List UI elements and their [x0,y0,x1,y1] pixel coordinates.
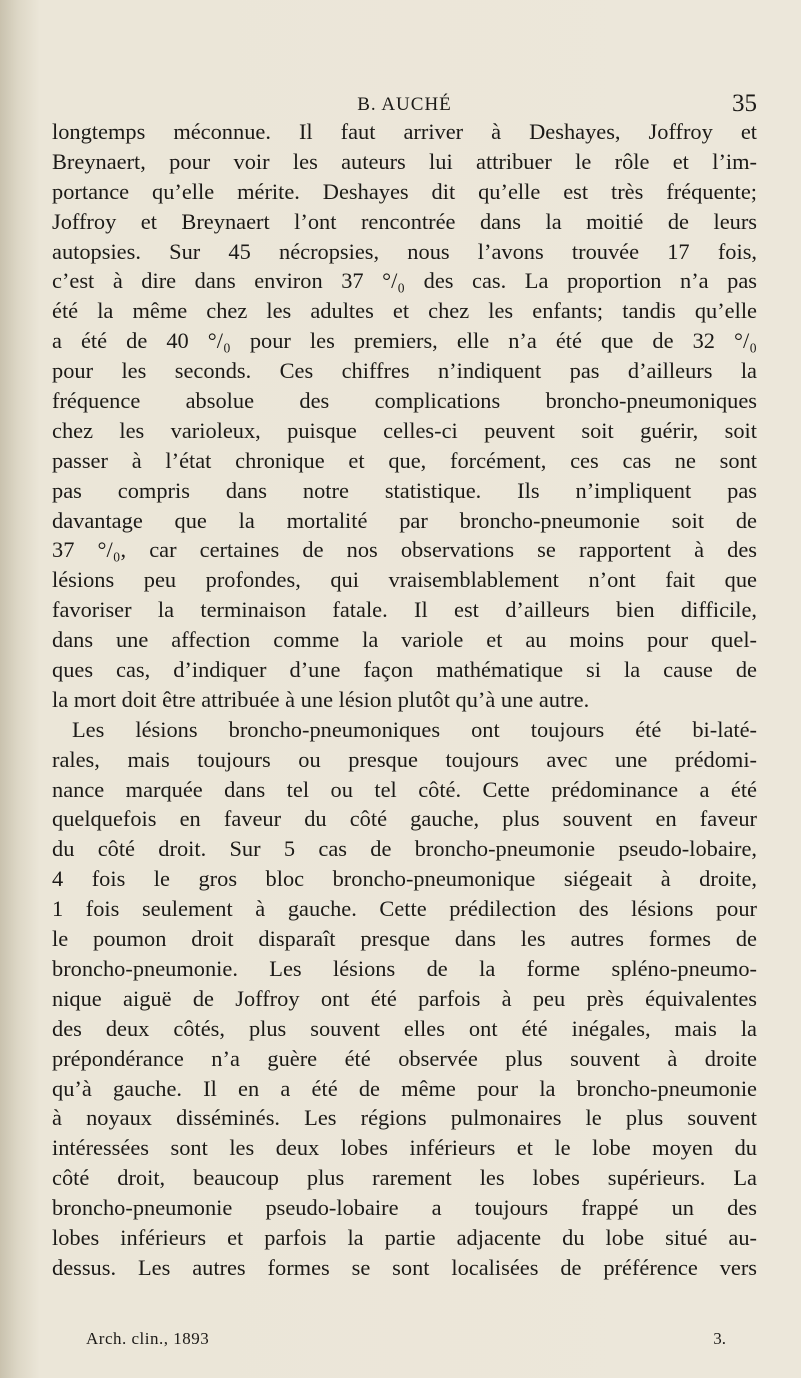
text-line: davantage que la mortalité par broncho-pneumonie soit de [52,507,757,533]
page-footer [86,1329,726,1353]
gathering-signature: 3. [713,1329,726,1348]
text-line: lésions peu profondes, qui vraisemblablement n’ont fait que [52,567,757,593]
text-line: côté droit, beaucoup plus rarement les lobes supérieurs. La [52,1165,757,1191]
running-title: B. AUCHÉ [357,94,452,115]
text-line: lobes inférieurs et parfois la partie adjacente du lobe situé au- [52,1224,757,1250]
journal-signature: Arch. clin., 1893 [86,1329,210,1348]
text-line: rales, mais toujours ou presque toujours avec une prédomi- [52,746,757,772]
text-line: broncho-pneumonie. Les lésions de la forme spléno-pneumo- [52,955,757,981]
text-line: quelquefois en faveur du côté gauche, plus souvent en faveur [52,806,757,832]
text-line: autopsies. Sur 45 nécropsies, nous l’avons trouvée 17 fois, [52,238,757,264]
text-line: prépondérance n’a guère été observée plus souvent à droite [52,1045,757,1071]
text-line: ques cas, d’indiquer d’une façon mathématique si la cause de [52,657,757,683]
text-line: 4 fois le gros bloc broncho-pneumonique siégeait à droite, [52,866,757,892]
text-line: intéressées sont les deux lobes inférieurs et le lobe moyen du [52,1135,757,1161]
text-line: du côté droit. Sur 5 cas de broncho-pneumonie pseudo-lobaire, [52,836,757,862]
text-line: dans une affection comme la variole et au moins pour quel- [52,627,757,653]
text-line: été la même chez les adultes et chez les enfants; tandis qu’elle [52,298,757,324]
text-line: Joffroy et Breynaert l’ont rencontrée dans la moitié de leurs [52,208,757,234]
text-line: dessus. Les autres formes se sont localisées de préférence vers [52,1254,757,1280]
text-line: chez les varioleux, puisque celles-ci peuvent soit guérir, soit [52,417,757,443]
text-line: nance marquée dans tel ou tel côté. Cette prédominance a été [52,776,757,802]
text-line: broncho-pneumonie pseudo-lobaire a toujours frappé un des [52,1195,757,1221]
text-line: longtemps méconnue. Il faut arriver à Deshayes, Joffroy et [52,119,757,144]
text-line: c’est à dire dans environ 37 °/₀ des cas. La proportion n’a pas [52,268,757,294]
text-line: des deux côtés, plus souvent elles ont été inégales, mais la [52,1015,757,1041]
text-line: le poumon droit disparaît presque dans les autres formes de [52,926,757,952]
text-line: la mort doit être attribuée à une lésion plutôt qu’à une autre. [52,686,590,712]
text-line: favoriser la terminaison fatale. Il est d’ailleurs bien difficile, [52,597,757,623]
text-line: a été de 40 °/₀ pour les premiers, elle n’a été que de 32 °/₀ [52,328,757,354]
page-number: 35 [732,90,757,117]
text-line: à noyaux disséminés. Les régions pulmonaires le plus souvent [52,1105,757,1131]
text-line: qu’à gauche. Il en a été de même pour la broncho-pneumonie [52,1075,757,1101]
text-line: 37 °/₀, car certaines de nos observations se rapportent à des [52,537,757,563]
body-text [52,117,757,1283]
text-line: pas compris dans notre statistique. Ils n’impliquent pas [52,477,757,503]
text-line: Breynaert, pour voir les auteurs lui attribuer le rôle et l’im- [52,148,757,174]
text-line: fréquence absolue des complications broncho-pneumoniques [52,388,757,414]
text-line: 1 fois seulement à gauche. Cette prédilection des lésions pour [52,896,757,922]
text-line: passer à l’état chronique et que, forcément, ces cas ne sont [52,447,757,473]
text-line: portance qu’elle mérite. Deshayes dit qu’elle est très fréquente; [52,178,757,204]
text-line: nique aiguë de Joffroy ont été parfois à peu près équivalentes [52,985,757,1011]
text-line: pour les seconds. Ces chiffres n’indiquent pas d’ailleurs la [52,358,757,384]
text-line: Les lésions broncho-pneumoniques ont toujours été bi-laté- [72,716,757,742]
